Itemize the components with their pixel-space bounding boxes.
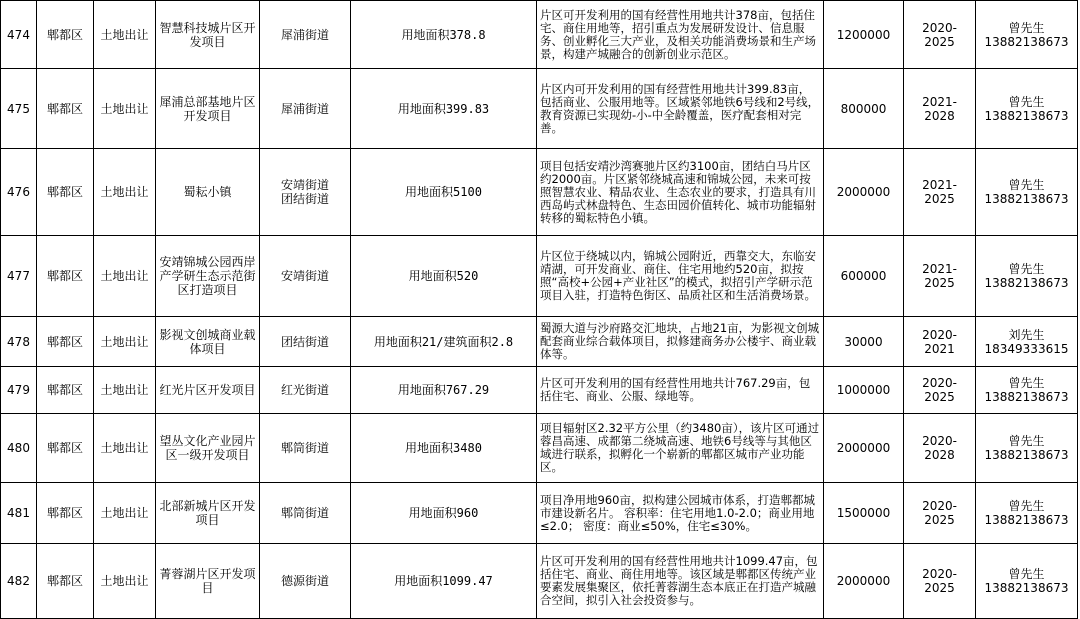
description-cell: 片区可开发利用的国有经营性用地共计378亩，包括住宅、商住用地等，招引重点为发展研发设计、信息服务、创业孵化三大产业，及相关功能消费场景和生产场景，构建产城融合的创新创业示范区。 — [537, 1, 824, 69]
description-cell: 片区可开发利用的国有经营性用地共计1099.47亩，包括住宅、商业、商住用地等。该区域是郫都区传统产业要素发展集聚区，依托菁蓉湖生态本底正在打造产城融合空间，拟引入社会投资参与。 — [537, 544, 824, 619]
method-cell: 土地出让 — [94, 69, 156, 149]
area-cell: 用地面积767.29 — [351, 367, 537, 414]
contact-cell — [976, 1, 1078, 69]
contact-phone: 13882138673 — [984, 34, 1069, 49]
area-cell: 用地面积378.8 — [351, 1, 537, 69]
description-cell: 片区内可开发利用的国有经营性用地共计399.83亩，包括商业、公服用地等。区域紧邻地铁6号线和2号线，教育资源已实现幼-小-中全龄覆盖，医疗配套相对完善。 — [537, 69, 824, 149]
project-name-cell: 安靖锦城公园西岸产学研生态示范街区打造项目 — [156, 236, 260, 317]
investment-cell: 2000000 — [824, 414, 904, 483]
street-cell: 犀浦街道 — [260, 1, 351, 69]
contact-phone: 13882138673 — [984, 276, 1069, 290]
method-cell: 土地出让 — [94, 414, 156, 483]
district-cell: 郫都区 — [37, 367, 94, 414]
period-cell: 2020-2025 — [904, 483, 976, 544]
investment-cell: 2000000 — [824, 149, 904, 236]
contact-phone: 13882138673 — [984, 513, 1069, 527]
table-row — [1, 317, 1078, 367]
contact-phone: 13882138673 — [984, 390, 1069, 404]
period-cell: 2020-2021 — [904, 317, 976, 367]
area-cell: 用地面积520 — [351, 236, 537, 317]
contact-name: 曾先生 — [1008, 376, 1045, 390]
table-row — [1, 483, 1078, 544]
contact-phone: 13882138673 — [984, 192, 1069, 206]
contact-name: 曾先生 — [1008, 499, 1045, 513]
investment-cell: 2000000 — [824, 544, 904, 619]
area-cell: 用地面积1099.47 — [351, 544, 537, 619]
period-cell: 2021-2028 — [904, 69, 976, 149]
description-cell: 片区位于绕城以内，锦城公园附近，西靠交大，东临安靖湖，可开发商业、商住、住宅用地约520亩，拟按照“高校+公园+产业社区”的模式，拟招引产学研示范项目入驻，打造特色街区、品质社区和生活消费场景。 — [537, 236, 824, 317]
street-cell: 郫筒街道 — [260, 483, 351, 544]
row-number: 478 — [1, 317, 37, 367]
description-cell: 项目净用地960亩，拟构建公园城市体系，打造郫都城市建设新名片。 容积率：住宅用地1.0-2.0；商业用地≤2.0； 密度：商业≤50%，住宅≤30%。 — [537, 483, 824, 544]
district-cell: 郫都区 — [37, 69, 94, 149]
row-number: 474 — [1, 1, 37, 69]
row-number: 475 — [1, 69, 37, 149]
description-cell: 蜀源大道与沙府路交汇地块，占地21亩，为影视文创城配套商业综合载体项目，拟修建商务办公楼宇、商业载体等。 — [537, 317, 824, 367]
district-cell: 郫都区 — [37, 544, 94, 619]
method-cell: 土地出让 — [94, 1, 156, 69]
investment-cell: 1500000 — [824, 483, 904, 544]
period-cell: 2021-2025 — [904, 236, 976, 317]
contact-name: 曾先生 — [1008, 262, 1045, 276]
street-cell: 红光街道 — [260, 367, 351, 414]
project-name-cell: 北部新城片区开发项目 — [156, 483, 260, 544]
contact-cell — [976, 414, 1078, 483]
street-cell: 郫筒街道 — [260, 414, 351, 483]
investment-cell: 800000 — [824, 69, 904, 149]
area-cell: 用地面积21/建筑面积2.8 — [351, 317, 537, 367]
contact-phone: 13882138673 — [984, 448, 1069, 462]
method-cell: 土地出让 — [94, 149, 156, 236]
method-cell: 土地出让 — [94, 367, 156, 414]
contact-name: 曾先生 — [1008, 434, 1045, 448]
district-cell: 郫都区 — [37, 317, 94, 367]
period-cell: 2020-2025 — [904, 1, 976, 69]
row-number: 476 — [1, 149, 37, 236]
district-cell: 郫都区 — [37, 149, 94, 236]
contact-phone: 18349333615 — [984, 341, 1069, 356]
project-name-cell: 菁蓉湖片区开发项目 — [156, 544, 260, 619]
district-cell: 郫都区 — [37, 414, 94, 483]
contact-phone: 13882138673 — [984, 108, 1069, 123]
table-row — [1, 236, 1078, 317]
row-number: 477 — [1, 236, 37, 317]
row-number: 482 — [1, 544, 37, 619]
method-cell: 土地出让 — [94, 544, 156, 619]
description-cell: 项目辐射区2.32平方公里（约3480亩），该片区可通过蓉昌高速、成都第二绕城高速、地铁6号线等与其他区域进行联系，拟孵化一个崭新的郫都区城市产业功能区。 — [537, 414, 824, 483]
period-cell: 2021-2025 — [904, 149, 976, 236]
project-name-cell: 望丛文化产业园片区一级开发项目 — [156, 414, 260, 483]
contact-name: 刘先生 — [1008, 327, 1045, 342]
method-cell: 土地出让 — [94, 317, 156, 367]
contact-cell — [976, 544, 1078, 619]
contact-cell — [976, 69, 1078, 149]
street-cell: 安靖街道 — [260, 236, 351, 317]
table-row — [1, 149, 1078, 236]
contact-name: 曾先生 — [1008, 567, 1045, 581]
area-cell: 用地面积3480 — [351, 414, 537, 483]
project-name-cell: 智慧科技城片区开发项目 — [156, 1, 260, 69]
street-cell: 德源街道 — [260, 544, 351, 619]
description-cell: 项目包括安靖沙湾赛驰片区约3100亩，团结白马片区约2000亩。片区紧邻绕城高速和锦城公园，未来可按照智慧农业、精品农业、生态农业的要求，打造具有川西岛屿式林盘特色、生态田园价值转化、城市功能辐射转移的蜀耘特色小镇。 — [537, 149, 824, 236]
table-row — [1, 544, 1078, 619]
contact-name: 曾先生 — [1008, 20, 1045, 35]
area-cell: 用地面积5100 — [351, 149, 537, 236]
period-cell: 2020-2028 — [904, 414, 976, 483]
district-cell: 郫都区 — [37, 1, 94, 69]
contact-cell — [976, 317, 1078, 367]
table-body — [1, 1, 1078, 619]
street-cell: 安靖街道 团结街道 — [260, 149, 351, 236]
street-cell: 犀浦街道 — [260, 69, 351, 149]
table-row — [1, 69, 1078, 149]
table-row — [1, 1, 1078, 69]
investment-cell: 1000000 — [824, 367, 904, 414]
district-cell: 郫都区 — [37, 483, 94, 544]
project-name-cell: 犀浦总部基地片区开发项目 — [156, 69, 260, 149]
district-cell: 郫都区 — [37, 236, 94, 317]
contact-phone: 13882138673 — [984, 581, 1069, 595]
method-cell: 土地出让 — [94, 236, 156, 317]
description-cell: 片区可开发利用的国有经营性用地共计767.29亩，包括住宅、商业、公服、绿地等。 — [537, 367, 824, 414]
contact-cell — [976, 367, 1078, 414]
contact-cell — [976, 149, 1078, 236]
method-cell: 土地出让 — [94, 483, 156, 544]
table-row — [1, 414, 1078, 483]
area-cell: 用地面积960 — [351, 483, 537, 544]
investment-cell: 600000 — [824, 236, 904, 317]
project-name-cell: 红光片区开发项目 — [156, 367, 260, 414]
investment-cell: 1200000 — [824, 1, 904, 69]
street-cell: 团结街道 — [260, 317, 351, 367]
contact-cell — [976, 483, 1078, 544]
table-row — [1, 367, 1078, 414]
contact-name: 曾先生 — [1008, 94, 1045, 109]
row-number: 481 — [1, 483, 37, 544]
period-cell: 2020-2025 — [904, 367, 976, 414]
period-cell: 2020-2025 — [904, 544, 976, 619]
investment-cell: 30000 — [824, 317, 904, 367]
area-cell: 用地面积399.83 — [351, 69, 537, 149]
row-number: 479 — [1, 367, 37, 414]
project-name-cell: 蜀耘小镇 — [156, 149, 260, 236]
contact-cell — [976, 236, 1078, 317]
project-name-cell: 影视文创城商业载体项目 — [156, 317, 260, 367]
contact-name: 曾先生 — [1008, 178, 1045, 192]
row-number: 480 — [1, 414, 37, 483]
